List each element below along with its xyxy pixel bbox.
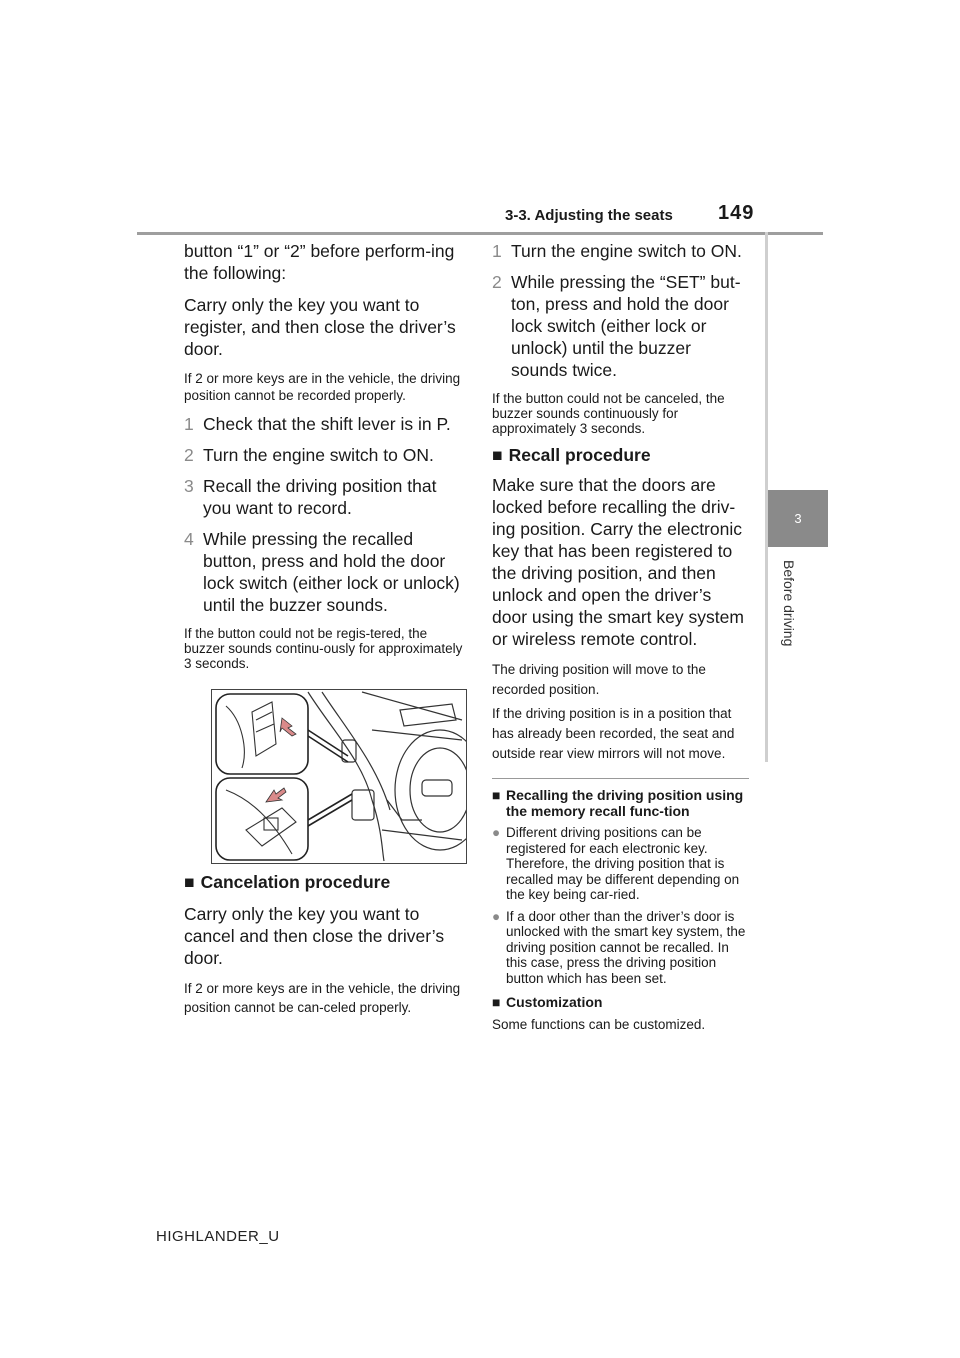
step-number: 1 [492,241,502,261]
left-step-3 [184,475,466,519]
right-steps-note: If the button could not be canceled, the buzzer sounds continuously for approximately 3 seconds. [492,391,725,436]
square-icon: ■ [492,445,503,465]
bullet-icon: ● [492,825,501,840]
step-text: While pressing the recalled button, press and hold the door lock switch (either lock or unlock) until the buzzer sounds. [203,529,460,615]
customization-body: Some functions can be customized. [492,1017,706,1032]
recall-note-1: The driving position will move to the recorded position. [492,662,706,697]
right-step-1 [492,240,750,262]
left-step-1 [184,413,466,435]
steps-note: If the button could not be regis-tered, the buzzer sounds continu-ously for approximately 3 seconds. [184,626,463,671]
step-number: 2 [184,445,194,465]
step-number: 2 [492,272,502,292]
chapter-number: 3 [794,511,802,526]
step-text: Turn the engine switch to ON. [203,445,434,465]
section-title: 3-3. Adjusting the seats [505,207,673,224]
right-column [492,240,750,1032]
left-column [184,240,466,1017]
chapter-label: Before driving [781,560,797,647]
customization-heading: ■ Customization [492,994,603,1010]
model-code: HIGHLANDER_U [156,1228,280,1245]
chapter-tab[interactable] [768,490,828,547]
right-step-2 [492,271,750,381]
memory-recall-heading: ■ Recalling the driving position using the memory recall func-tion [492,787,744,819]
door-switch-illustration [211,689,467,864]
page-number: 149 [718,202,755,224]
square-icon: ■ [492,787,501,803]
step-number: 1 [184,414,194,434]
square-icon: ■ [492,994,501,1010]
step-text: Recall the driving position that you want to record. [203,476,437,518]
door-switch-drawing [212,690,466,863]
bullet-icon: ● [492,908,501,924]
cancel-note: If 2 or more keys are in the vehicle, the driving position cannot be can-celed properly. [184,981,461,1015]
recall-note-2: If the driving position is in a position that has already been recorded, the seat and outside rear view mirrors will not move. [492,706,735,761]
square-icon: ■ [184,872,195,892]
intro-continued: button “1” or “2” before perform-ing the following: [184,241,455,283]
step-number: 3 [184,476,194,496]
recall-heading: ■ Recall procedure [492,445,651,465]
intro-note: If 2 or more keys are in the vehicle, the driving position cannot be recorded properly. [184,371,461,403]
cancel-instruction: Carry only the key you want to cancel and then close the driver’s door. [184,904,445,968]
step-number: 4 [184,529,194,549]
memory-bullet-2: ● If a door other than the driver’s door is unlocked with the smart key system, the driving position cannot be recalled. In this case, press the driving position button which has been set. [492,908,746,986]
cancel-heading: ■ Cancelation procedure [184,872,391,892]
memory-bullet-1: ● Different driving positions can be registered for each electronic key. Therefore, the driving position that is recalled may be different depending on the key being car-ried. [492,825,740,902]
recall-body: Make sure that the doors are locked before recalling the driv-ing position. Carry the electronic key that has been registered to the driving position, and then unlock and open the driver’s door using the smart key system or wireless remote control. [492,475,744,649]
notes-divider [492,778,749,779]
step-text: Check that the shift lever is in P. [203,414,451,434]
step-text: Turn the engine switch to ON. [511,241,742,261]
step-text: While pressing the “SET” but-ton, press and hold the door lock switch (either lock or unlock) until the buzzer sounds twice. [511,272,741,380]
left-step-2 [184,444,466,466]
left-step-4 [184,528,466,616]
header-rule [137,232,823,235]
intro-instruction: Carry only the key you want to register, and then close the driver’s door. [184,295,456,359]
